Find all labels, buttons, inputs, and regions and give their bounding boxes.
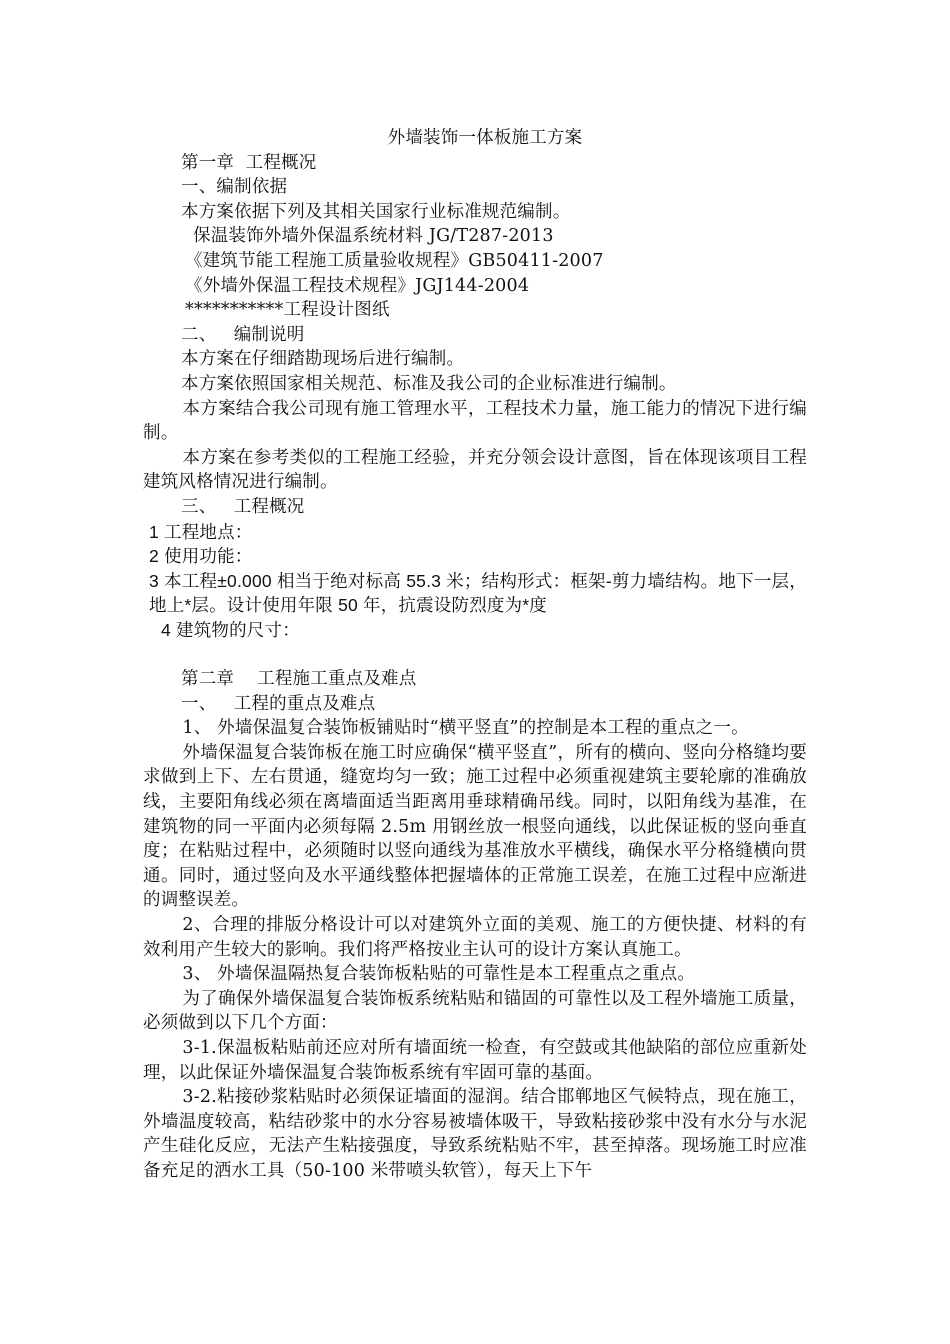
section-overview-heading: 三、 工程概况 <box>181 496 305 517</box>
key-point-3: 3、 外墙保温隔热复合装饰板粘贴的可靠性是本工程重点之重点。 <box>182 964 696 985</box>
key-point-3-intro: 为了确保外墙保温复合装饰板系统粘贴和锚固的可靠性以及工程外墙施工质量，必须做到以下几个方面： <box>143 988 807 1034</box>
overview-item-function: 2 使用功能： <box>149 546 253 567</box>
overview-item-location: 1 工程地点： <box>149 521 253 542</box>
key-point-3-1: 3-1.保温板粘贴前还应对所有墙面统一检查，有空鼓或其他缺陷的部位应重新处理，以此保证外墙保温复合装饰板系统有牢固可靠的基面。 <box>143 1037 807 1083</box>
explanation-paragraph-2: 本方案依照国家相关规范、标准及我公司的企业标准进行编制。 <box>181 373 677 394</box>
reference-drawings: ***********工程设计图纸 <box>185 300 390 321</box>
reference-standard-3: 《外墙外保温工程技术规程》JGJ144-2004 <box>185 275 530 296</box>
key-point-1: 1、 外墙保温复合装饰板铺贴时“横平竖直”的控制是本工程的重点之一。 <box>182 718 749 739</box>
blank-line <box>143 642 807 667</box>
explanation-paragraph-3: 本方案结合我公司现有施工管理水平，工程技术力量，施工能力的情况下进行编制。 <box>143 398 807 444</box>
section-key-points-heading: 一、 工程的重点及难点 <box>181 693 376 714</box>
document-body <box>143 126 807 1184</box>
overview-item-dimensions: 4 建筑物的尺寸： <box>161 619 300 640</box>
overview-item-structure: 3 本工程±0.000 相当于绝对标高 55.3 米；结构形式：框架-剪力墙结构。地下一层，地上*层。设计使用年限 50 年，抗震设防烈度为*度 <box>149 570 807 616</box>
section-explanation-heading: 二、 编制说明 <box>181 324 305 345</box>
key-point-1-detail: 外墙保温复合装饰板在施工时应确保“横平竖直”，所有的横向、竖向分格缝均要求做到上下、左右贯通，缝宽均匀一致；施工过程中必须重视建筑主要轮廓的准确放线，主要阳角线必须在离墙面适当距离用垂球精确吊线。同时，以阳角线为基准，在建筑物的同一平面内必须每隔 2.5m 用钢丝放一根竖向通线，以此保证板的竖向垂直度；在粘贴过程中，必须随时以竖向通线为基准放水平横线，确保水平分格缝横向贯通。同时，通过竖向及水平通线整体把握墙体的正常施工误差，在施工过程中应渐进的调整误差。 <box>143 742 807 911</box>
chapter-2-heading: 第二章 工程施工重点及难点 <box>181 669 417 690</box>
document-title: 外墙装饰一体板施工方案 <box>387 128 583 148</box>
reference-standard-2: 《建筑节能工程施工质量验收规程》GB50411-2007 <box>185 250 604 271</box>
explanation-paragraph-1: 本方案在仔细踏勘现场后进行编制。 <box>181 349 465 370</box>
reference-standard-1: 保温装饰外墙外保温系统材料 JG/T287-2013 <box>193 226 554 247</box>
section-basis-heading: 一、编制依据 <box>181 177 288 198</box>
explanation-paragraph-4: 本方案在参考类似的工程施工经验，并充分领会设计意图，旨在体现该项目工程建筑风格情况进行编制。 <box>143 447 807 493</box>
basis-intro: 本方案依据下列及其相关国家行业标准规范编制。 <box>181 201 571 222</box>
key-point-3-2: 3-2.粘接砂浆粘贴时必须保证墙面的湿润。结合邯郸地区气候特点，现在施工，外墙温度较高，粘结砂浆中的水分容易被墙体吸干，导致粘接砂浆中没有水分与水泥产生硅化反应，无法产生粘接强度，导致系统粘贴不牢，甚至掉落。现场施工时应准备充足的洒水工具（50-100 米带喷头软管），每天上下午 <box>143 1087 807 1181</box>
chapter-1-heading: 第一章 工程概况 <box>181 152 317 173</box>
key-point-2: 2、合理的排版分格设计可以对建筑外立面的美观、施工的方便快捷、材料的有效利用产生较大的影响。我们将严格按业主认可的设计方案认真施工。 <box>143 915 807 960</box>
